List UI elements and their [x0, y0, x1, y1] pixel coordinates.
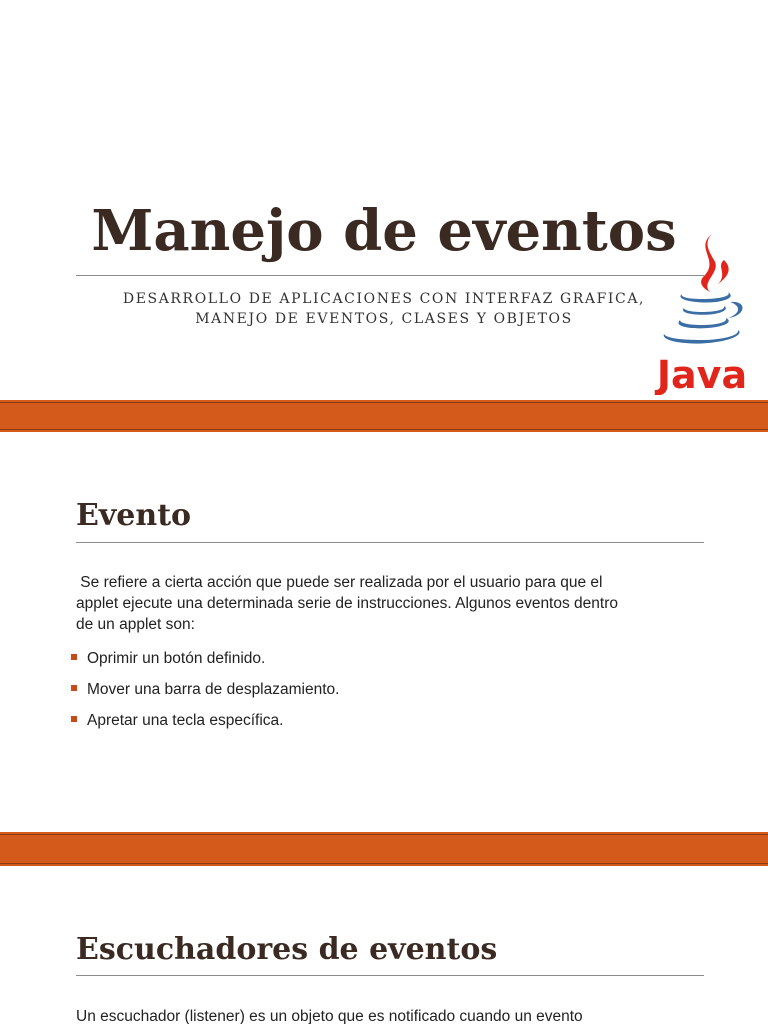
bullet-square-icon: [71, 685, 77, 691]
paragraph-line: de un applet son:: [76, 616, 195, 633]
bullet-list: [70, 648, 339, 741]
accent-bar-2: [0, 832, 768, 866]
slide-subtitle: DESARROLLO DE APLICACIONES CON INTERFAZ GRAFICA, MANEJO DE EVENTOS, CLASES Y OBJETOS: [122, 291, 646, 327]
java-logo-text: Java: [656, 353, 748, 395]
slide-title: [0, 0, 768, 400]
slide-heading: Evento: [76, 498, 192, 533]
heading-divider: [76, 542, 704, 543]
heading-divider: [76, 975, 704, 976]
bullet-square-icon: [71, 716, 77, 722]
list-item: Oprimir un botón definido.: [70, 648, 339, 679]
accent-bar-1: [0, 400, 768, 432]
slide-title-heading: Manejo de eventos: [91, 198, 677, 264]
slide-paragraph: [76, 572, 706, 635]
paragraph-line: Se refiere a cierta acción que puede ser realizada por el usuario para que el: [76, 574, 603, 591]
bullet-square-icon: [71, 654, 77, 660]
slide-escuchadores: [0, 866, 768, 1024]
slide-paragraph: [76, 1006, 706, 1024]
slide-evento: [0, 432, 768, 832]
title-divider: [76, 275, 704, 276]
java-coffee-cup-icon: [654, 230, 750, 395]
slide-heading: Escuchadores de eventos: [76, 932, 498, 967]
paragraph-line: applet ejecute una determinada serie de instrucciones. Algunos eventos dentro: [76, 595, 618, 612]
list-item: Apretar una tecla específica.: [70, 710, 339, 741]
paragraph-line: Un escuchador (listener) es un objeto que es notificado cuando un evento: [76, 1008, 583, 1024]
list-item: Mover una barra de desplazamiento.: [70, 679, 339, 710]
